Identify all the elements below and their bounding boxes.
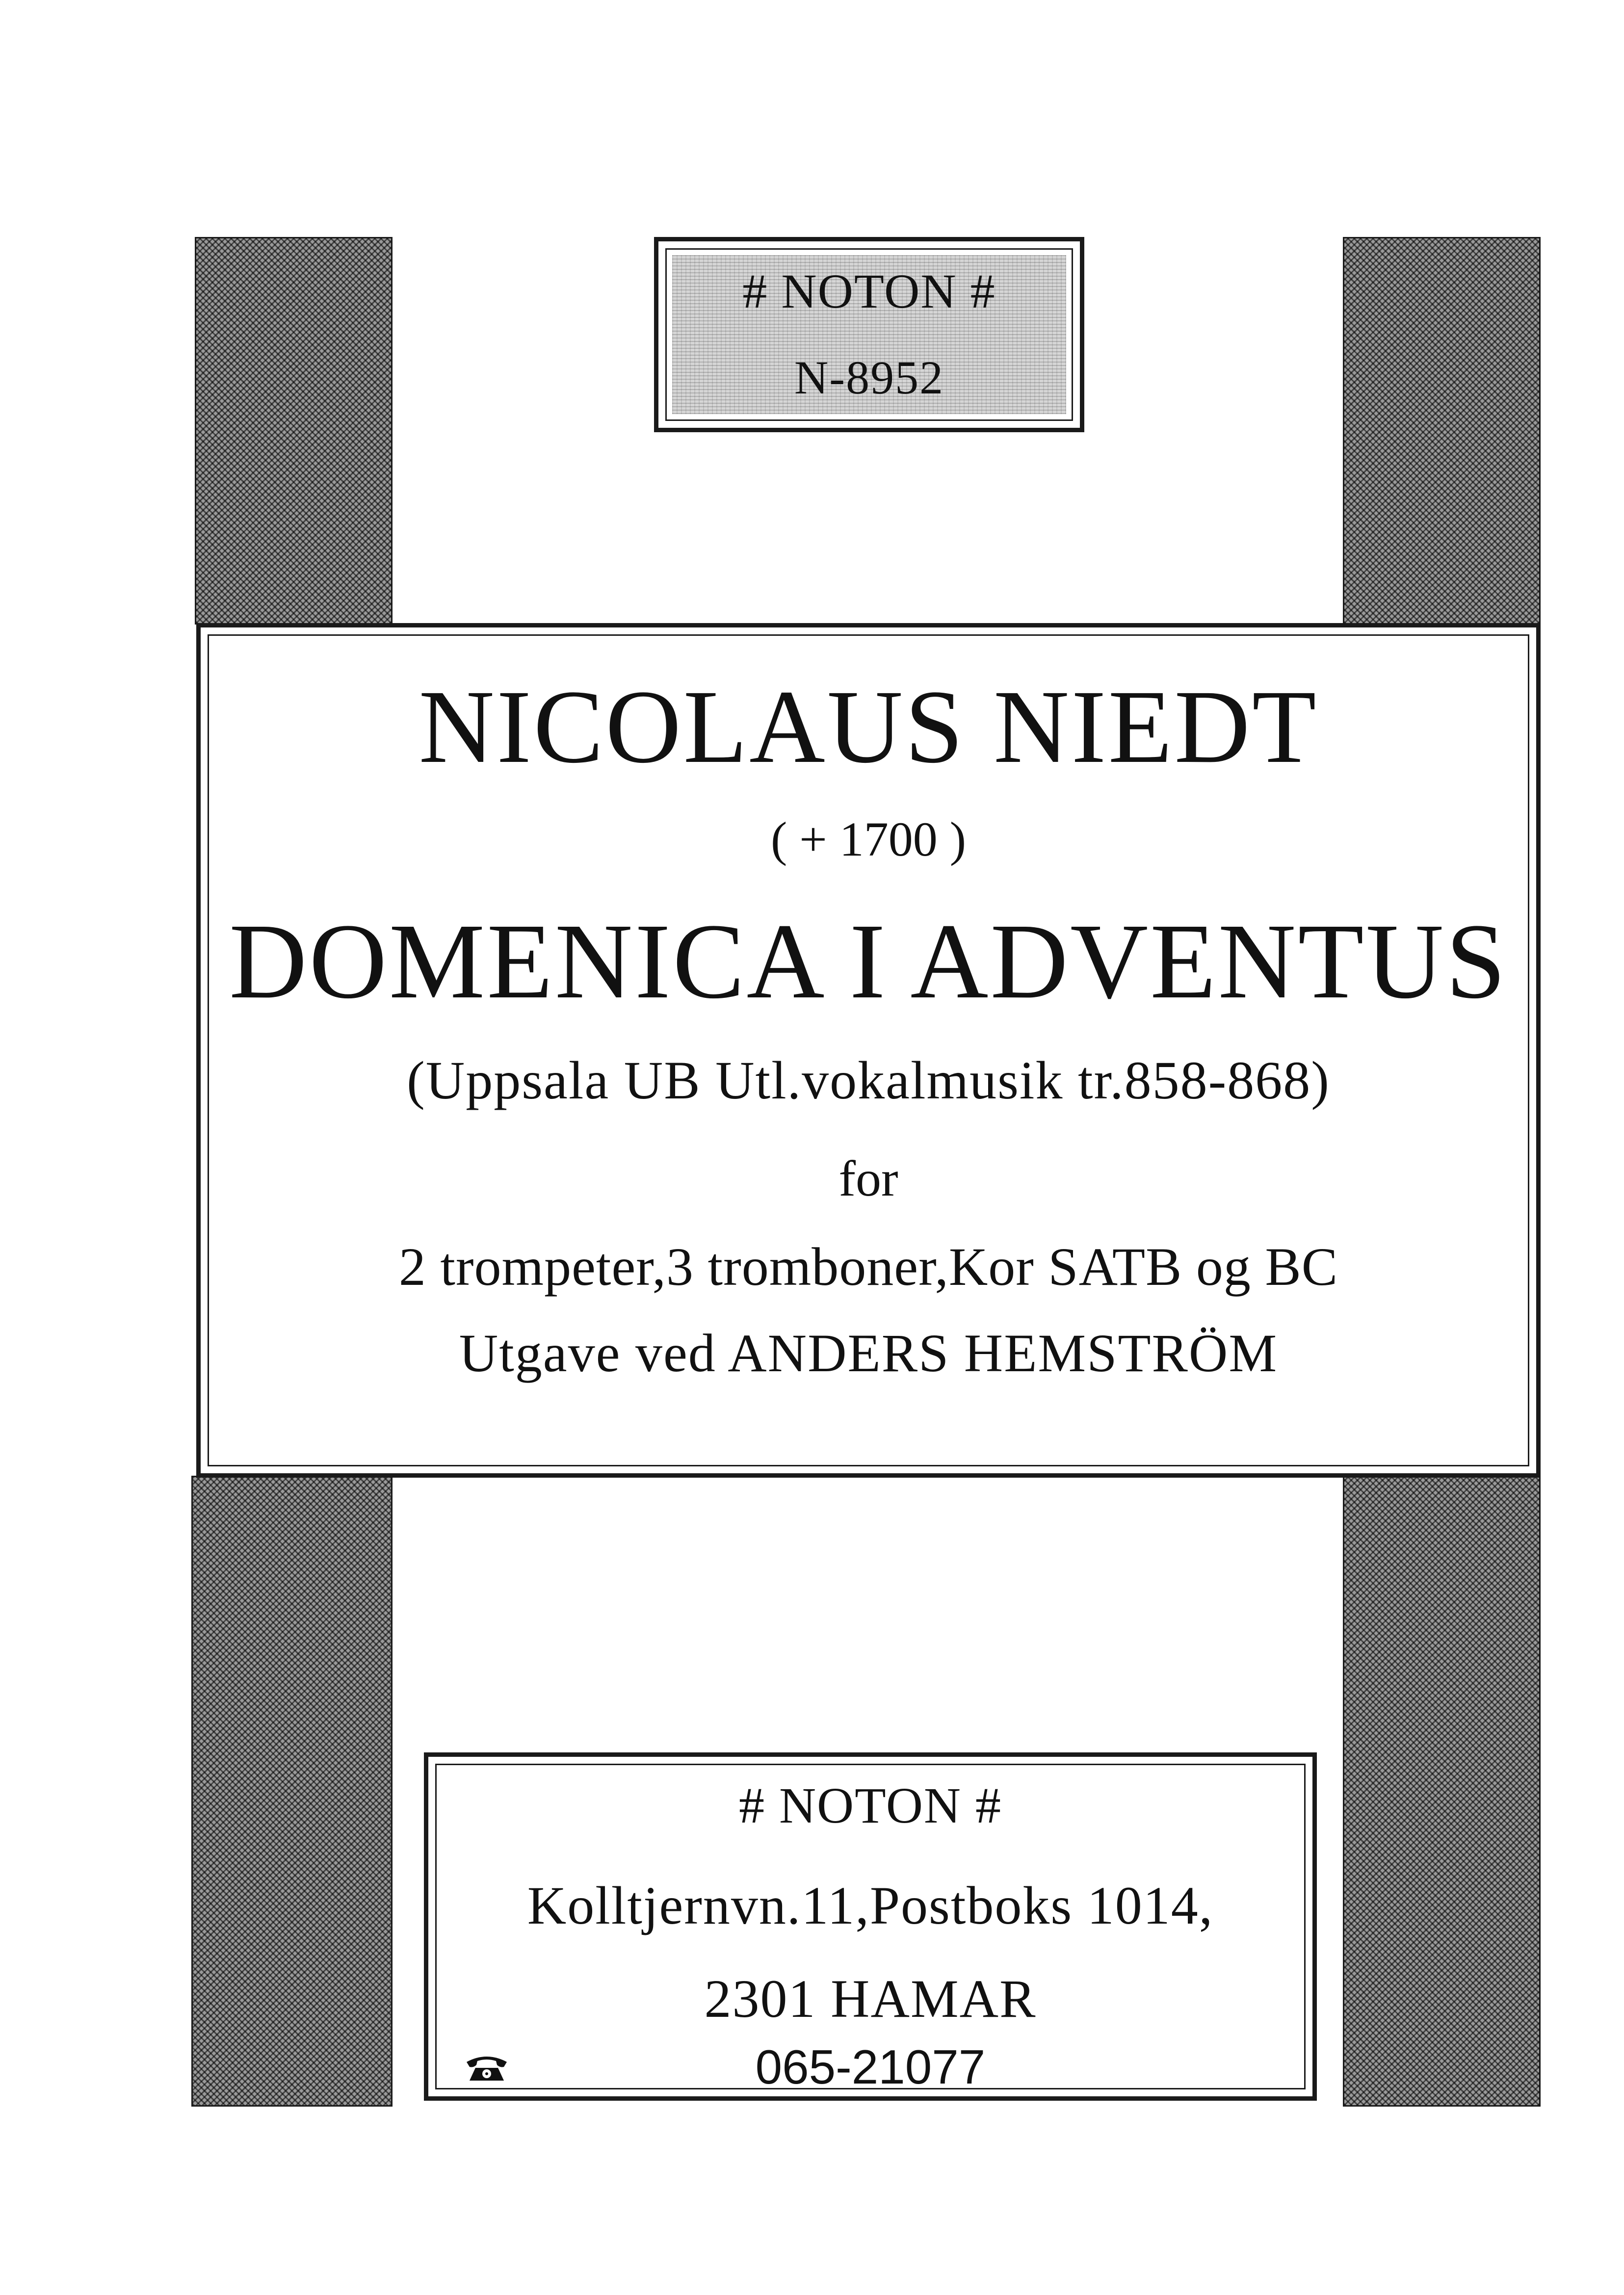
editor-credit: Utgave ved ANDERS HEMSTRÖM bbox=[459, 1323, 1278, 1383]
catalogue-label bbox=[654, 237, 1084, 432]
for-label: for bbox=[838, 1150, 898, 1207]
instrumentation: 2 trompeter,3 tromboner,Kor SATB og BC bbox=[398, 1237, 1338, 1297]
work-title: DOMENICA I ADVENTUS bbox=[229, 901, 1508, 1021]
composer-dates: ( + 1700 ) bbox=[771, 812, 966, 866]
label-publisher: # NOTON # bbox=[742, 264, 996, 318]
label-catalogue-number: N-8952 bbox=[794, 351, 944, 404]
publisher-address: Kolltjernvn.11,Postboks 1014, bbox=[527, 1876, 1214, 1935]
pattern-column-top-right bbox=[1343, 237, 1541, 625]
pattern-column-bottom-right bbox=[1343, 1476, 1541, 2107]
pattern-column-bottom-left bbox=[191, 1476, 393, 2107]
source-reference: (Uppsala UB Utl.vokalmusik tr.858-868) bbox=[407, 1050, 1330, 1110]
publisher-phone: 065-21077 bbox=[755, 2040, 986, 2094]
publisher-city: 2301 HAMAR bbox=[704, 1969, 1037, 2029]
title-block bbox=[196, 623, 1541, 1478]
composer-name: NICOLAUS NIEDT bbox=[419, 669, 1318, 785]
pattern-column-top-left bbox=[195, 237, 393, 625]
publisher-name: # NOTON # bbox=[738, 1777, 1002, 1834]
publisher-block bbox=[424, 1752, 1317, 2101]
